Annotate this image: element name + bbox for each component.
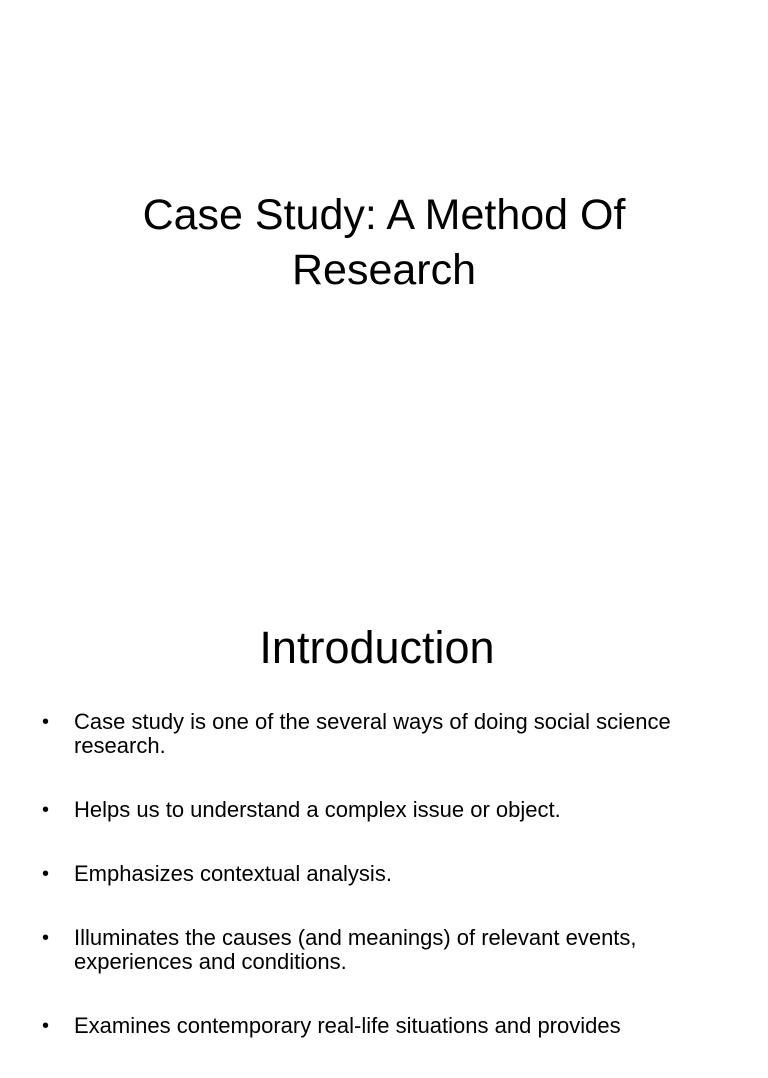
bullet-icon: • [42,927,50,949]
bullet-item [42,798,732,822]
bullet-item [42,926,732,974]
bullet-text: Helps us to understand a complex issue or object. [74,797,561,822]
bullet-icon: • [42,1015,50,1037]
introduction-slide [0,576,768,1038]
bullet-text: Illuminates the causes (and meanings) of relevant events, experiences and conditions. [74,925,637,974]
bullet-text: Emphasizes contextual analysis. [74,861,392,886]
bullet-item [42,710,732,758]
bullet-text: Case study is one of the several ways of doing social science research. [74,709,671,758]
introduction-heading: Introduction [259,622,495,673]
bullet-text: Examines contemporary real-life situations and provides [74,1013,621,1038]
bullet-icon: • [42,799,50,821]
bullet-list [42,710,732,1078]
bullet-icon: • [42,711,50,733]
bullet-item [42,1014,732,1038]
bullet-item [42,862,732,886]
bullet-icon: • [42,863,50,885]
slide-title: Case Study: A Method Of Research [142,191,626,294]
